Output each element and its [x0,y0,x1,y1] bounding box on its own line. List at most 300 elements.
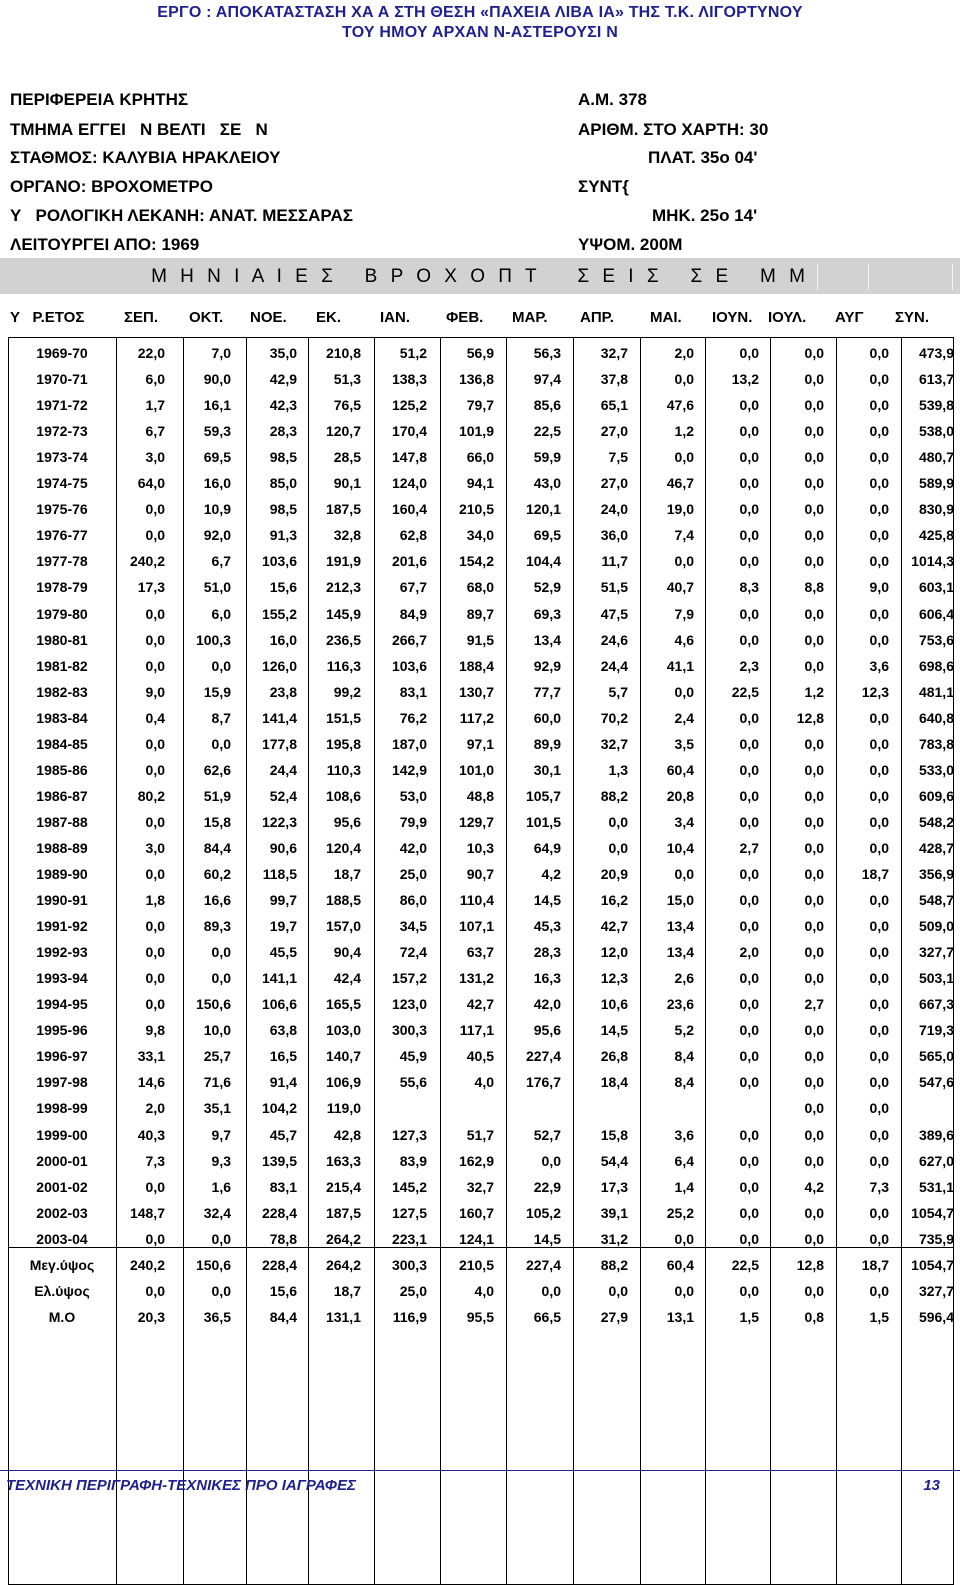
value-cell: 266,7 [391,631,427,648]
value-cell: 228,4 [261,1257,297,1273]
value-cell: 177,8 [261,735,297,752]
value-cell: 51,0 [203,579,231,596]
row-label: 1986-87 [36,787,88,804]
value-cell: 91,4 [269,1074,297,1091]
value-cell: 1,3 [608,761,628,778]
column-header: ΣΥΝ. [895,309,930,326]
value-cell: 0,0 [739,866,759,882]
value-cell: 36,0 [600,527,628,544]
value-cell: 0,0 [541,1283,561,1299]
value-cell: 2,4 [674,709,694,726]
value-cell: 163,3 [325,1152,361,1169]
value-cell: 101,9 [458,423,494,440]
value-cell: 0,0 [608,813,628,830]
value-cell: 1054,7 [911,1204,954,1221]
table-row [8,1095,954,1121]
value-cell: 79,7 [466,397,494,414]
value-cell: 4,0 [474,1074,494,1091]
value-cell: 99,2 [333,683,361,700]
column-header: ΜΑΡ. [512,309,548,326]
value-cell: 0,0 [739,423,759,440]
value-cell: 17,3 [600,1178,628,1195]
value-cell: 547,6 [918,1074,954,1091]
value-cell: 1,2 [804,683,824,700]
value-cell: 15,0 [666,892,694,909]
value-cell: 264,2 [325,1257,361,1273]
value-cell: 0,0 [145,918,165,935]
table-row [8,418,954,444]
table-row [8,1148,954,1174]
value-cell: 3,6 [674,1126,694,1143]
value-cell: 41,1 [666,657,694,674]
table-row [8,496,954,522]
value-cell: 0,0 [739,1204,759,1221]
value-cell: 42,3 [269,397,297,414]
value-cell: 0,0 [804,527,824,544]
column-header: ΙΟΥΛ. [768,309,807,326]
table-row [8,679,954,705]
value-cell: 69,5 [203,449,231,466]
value-cell: 98,5 [269,449,297,466]
value-cell: 86,0 [399,892,427,909]
value-cell: 70,2 [600,709,628,726]
value-cell: 300,3 [391,1022,427,1039]
value-cell: 0,0 [739,996,759,1013]
value-cell: 91,5 [466,631,494,648]
value-cell: 150,6 [195,1257,231,1273]
info-map-number: ΑΡΙΘΜ. ΣΤΟ ΧΑΡΤΗ: 30 [578,120,769,139]
value-cell: 140,7 [325,1048,361,1065]
value-cell: 157,2 [391,970,427,987]
value-cell: 127,5 [391,1204,427,1221]
value-cell: 0,0 [804,970,824,987]
value-cell: 0,0 [739,1230,759,1247]
value-cell: 84,4 [269,1309,297,1325]
value-cell: 8,7 [211,709,231,726]
value-cell: 23,8 [269,683,297,700]
value-cell: 0,0 [739,501,759,518]
value-cell: 89,3 [203,918,231,935]
value-cell: 66,0 [466,449,494,466]
value-cell: 538,0 [918,423,954,440]
value-cell: 54,4 [600,1152,628,1169]
value-cell: 79,9 [399,813,427,830]
row-label: 1982-83 [36,683,88,700]
value-cell: 0,0 [674,371,694,388]
value-cell: 356,9 [918,866,954,882]
info-code: Α.Μ. 378 [578,90,647,109]
value-cell: 28,5 [333,449,361,466]
value-cell: 425,8 [918,527,954,544]
value-cell: 16,0 [269,631,297,648]
value-cell: 91,3 [269,527,297,544]
value-cell: 0,0 [145,527,165,544]
value-cell: 52,4 [269,787,297,804]
value-cell [506,1095,561,1121]
value-cell: 59,9 [533,449,561,466]
value-cell: 85,0 [269,475,297,492]
value-cell: 0,0 [145,1283,165,1299]
value-cell: 2,7 [739,839,759,856]
value-cell: 33,1 [137,1048,165,1065]
value-cell: 1,7 [145,397,165,414]
column-header: ΟΚΤ. [189,309,224,326]
value-cell: 783,8 [918,735,954,752]
value-cell: 0,0 [869,787,889,804]
value-cell: 51,7 [466,1126,494,1143]
value-cell: 531,1 [918,1178,954,1195]
value-cell: 126,0 [261,657,297,674]
value-cell: 105,7 [525,787,561,804]
row-label: 1990-91 [36,892,88,909]
value-cell: 0,0 [804,839,824,856]
value-cell: 45,7 [269,1126,297,1143]
row-label: 1973-74 [36,449,88,466]
row-label: 1988-89 [36,839,88,856]
value-cell: 0,0 [804,866,824,882]
value-cell: 1,4 [674,1178,694,1195]
value-cell: 23,6 [666,996,694,1013]
value-cell: 240,2 [129,1257,165,1273]
value-cell: 107,1 [458,918,494,935]
value-cell: 16,1 [203,397,231,414]
value-cell: 103,0 [325,1022,361,1039]
value-cell: 0,0 [739,475,759,492]
value-cell: 6,4 [674,1152,694,1169]
value-cell: 20,9 [600,866,628,882]
value-cell: 10,6 [600,996,628,1013]
value-cell: 228,4 [261,1204,297,1221]
value-cell: 9,8 [145,1022,165,1039]
value-cell: 98,5 [269,501,297,518]
value-cell: 104,2 [261,1100,297,1117]
value-cell: 141,4 [261,709,297,726]
value-cell: 42,8 [333,1126,361,1143]
value-cell: 14,5 [533,1230,561,1247]
value-cell: 123,0 [391,996,427,1013]
value-cell: 69,3 [533,605,561,622]
value-cell: 12,3 [600,970,628,987]
value-cell [440,1095,494,1121]
table-banner [0,258,960,294]
value-cell: 15,8 [600,1126,628,1143]
row-label: 1978-79 [36,579,88,596]
value-cell: 18,7 [333,1283,361,1299]
row-label: 1998-99 [36,1100,88,1117]
value-cell: 0,0 [804,397,824,414]
summary-row [8,1252,954,1278]
value-cell: 160,4 [391,501,427,518]
value-cell: 90,7 [466,866,494,882]
value-cell: 35,0 [269,345,297,361]
value-cell: 201,6 [391,553,427,570]
value-cell: 0,0 [211,1230,231,1247]
value-cell: 0,0 [739,345,759,361]
value-cell: 24,0 [600,501,628,518]
value-cell: 125,2 [391,397,427,414]
value-cell: 14,5 [533,892,561,909]
table-row [8,783,954,809]
value-cell: 0,0 [804,735,824,752]
value-cell: 27,0 [600,475,628,492]
value-cell: 52,9 [533,579,561,596]
value-cell: 90,4 [333,944,361,961]
value-cell: 101,5 [525,813,561,830]
value-cell: 48,8 [466,787,494,804]
value-cell: 32,7 [466,1178,494,1195]
value-cell: 0,0 [739,1283,759,1299]
value-cell: 62,6 [203,761,231,778]
value-cell: 0,0 [804,1022,824,1039]
table-row [8,522,954,548]
value-cell: 0,0 [739,631,759,648]
value-cell: 0,0 [869,631,889,648]
value-cell: 223,1 [391,1230,427,1247]
value-cell: 300,3 [391,1257,427,1273]
info-operating-since: ΛΕΙΤΟΥΡΓΕΙ ΑΠΟ: 1969 [10,235,200,254]
value-cell [573,1095,628,1121]
row-label: 2001-02 [36,1178,88,1195]
info-station: ΣΤΑΘΜΟΣ: ΚΑΛΥΒΙΑ ΗΡΑΚΛΕΙΟΥ [10,148,281,167]
value-cell: 0,0 [869,1152,889,1169]
value-cell: 15,9 [203,683,231,700]
value-cell: 0,0 [145,1178,165,1195]
value-cell: 18,7 [861,1257,889,1273]
value-cell: 0,0 [869,970,889,987]
value-cell: 51,5 [600,579,628,596]
value-cell: 145,9 [325,605,361,622]
value-cell: 4,6 [674,631,694,648]
value-cell: 0,4 [145,709,165,726]
value-cell: 42,0 [533,996,561,1013]
value-cell: 142,9 [391,761,427,778]
value-cell: 25,2 [666,1204,694,1221]
value-cell: 35,1 [203,1100,231,1117]
value-cell: 1,5 [739,1309,759,1325]
value-cell: 62,8 [399,527,427,544]
value-cell: 0,0 [739,1152,759,1169]
value-cell: 20,3 [137,1309,165,1325]
info-longitude: ΜΗΚ. 25ο 14' [652,206,758,225]
value-cell: 77,7 [533,683,561,700]
value-cell: 503,1 [918,970,954,987]
value-cell: 2,0 [145,1100,165,1117]
value-cell: 0,0 [145,996,165,1013]
value-cell: 3,0 [145,449,165,466]
value-cell: 327,7 [918,944,954,961]
table-row [8,1043,954,1069]
value-cell: 76,5 [333,397,361,414]
row-label: 1977-78 [36,553,88,570]
summary-row [8,1278,954,1304]
value-cell: 4,2 [804,1178,824,1195]
value-cell: 9,0 [869,579,889,596]
value-cell: 8,4 [674,1074,694,1091]
value-cell [901,1095,954,1121]
value-cell: 12,8 [796,1257,824,1273]
row-label: Μεγ.ύψος [29,1257,95,1273]
value-cell: 640,8 [918,709,954,726]
value-cell: 0,0 [739,787,759,804]
value-cell: 0,0 [674,1230,694,1247]
value-cell: 0,0 [739,813,759,830]
value-cell: 117,1 [459,1022,494,1039]
value-cell: 0,0 [739,527,759,544]
row-label: 1989-90 [36,866,88,882]
value-cell: 119,0 [326,1100,361,1117]
value-cell: 89,9 [533,735,561,752]
value-cell: 22,9 [533,1178,561,1195]
value-cell: 106,9 [325,1074,361,1091]
table-row [8,835,954,861]
table-row [8,392,954,418]
value-cell: 0,0 [804,1204,824,1221]
column-header: ΙΟΥΝ. [712,309,753,326]
table-row [8,601,954,627]
column-header: ΑΠΡ. [580,309,614,326]
column-header: ΙΑΝ. [380,309,410,326]
value-cell: 5,7 [608,683,628,700]
value-cell: 0,0 [739,605,759,622]
value-cell: 830,9 [918,501,954,518]
value-cell: 191,9 [325,553,361,570]
value-cell: 0,0 [804,475,824,492]
value-cell: 6,7 [211,553,231,570]
value-cell: 39,1 [600,1204,628,1221]
value-cell: 165,5 [325,996,361,1013]
value-cell: 124,1 [458,1230,494,1247]
column-header: Υ Ρ.ΕΤΟΣ [10,309,85,326]
value-cell: 227,4 [525,1048,561,1065]
value-cell: 389,6 [918,1126,954,1143]
value-cell: 34,0 [466,527,494,544]
value-cell: 145,2 [391,1178,427,1195]
value-cell: 0,0 [739,892,759,909]
value-cell: 0,0 [145,1230,165,1247]
value-cell: 539,8 [918,397,954,414]
value-cell: 45,3 [533,918,561,935]
value-cell: 0,0 [869,501,889,518]
value-cell: 3,4 [674,813,694,830]
footer-rule [0,1470,960,1471]
value-cell: 0,0 [869,996,889,1013]
value-cell: 603,1 [918,579,954,596]
row-label: 1969-70 [36,345,88,361]
value-cell: 129,7 [458,813,494,830]
value-cell: 480,7 [918,449,954,466]
value-cell: 0,0 [739,1178,759,1195]
column-header: ΣΕΠ. [124,309,159,326]
row-label: 1972-73 [36,423,88,440]
value-cell: 0,0 [804,371,824,388]
value-cell: 9,3 [211,1152,231,1169]
value-cell: 11,7 [601,553,628,570]
value-cell: 8,8 [804,579,824,596]
column-header: ΦΕΒ. [446,309,484,326]
value-cell: 25,0 [399,1283,427,1299]
value-cell: 68,0 [466,579,494,596]
value-cell: 7,0 [211,345,231,361]
value-cell: 7,5 [608,449,628,466]
value-cell: 0,0 [804,892,824,909]
value-cell: 0,0 [211,944,231,961]
value-cell: 69,5 [533,527,561,544]
info-region: ΠΕΡΙΦΕΡΕΙΑ ΚΡΗΤΗΣ [10,90,189,109]
value-cell: 108,6 [325,787,361,804]
value-cell: 0,0 [145,735,165,752]
table-row [8,861,954,887]
value-cell: 753,6 [918,631,954,648]
value-cell: 30,1 [533,761,561,778]
value-cell: 78,8 [269,1230,297,1247]
row-label: 1976-77 [36,527,88,544]
column-header: ΝΟΕ. [250,309,287,326]
value-cell: 46,7 [666,475,694,492]
value-cell: 110,4 [459,892,494,909]
value-cell: 92,0 [203,527,231,544]
value-cell: 95,6 [533,1022,561,1039]
value-cell: 32,7 [600,345,628,361]
row-label: 1979-80 [36,605,88,622]
value-cell: 548,2 [918,813,954,830]
value-cell: 0,0 [804,631,824,648]
value-cell: 104,4 [525,553,561,570]
value-cell: 0,0 [674,449,694,466]
value-cell: 148,7 [129,1204,165,1221]
value-cell: 0,0 [869,1204,889,1221]
value-cell: 0,0 [739,1126,759,1143]
info-department: ΤΜΗΜΑ ΕΓΓΕΙ Ν ΒΕΛΤΙ ΣΕ Ν [10,120,268,139]
value-cell: 0,0 [869,397,889,414]
value-cell: 7,3 [869,1178,889,1195]
value-cell: 92,9 [533,657,561,674]
value-cell: 60,4 [666,1257,694,1273]
value-cell: 0,0 [869,527,889,544]
value-cell: 13,4 [666,918,694,935]
value-cell: 45,5 [269,944,297,961]
value-cell: 63,8 [269,1022,297,1039]
value-cell: 1054,7 [911,1257,954,1273]
value-cell: 13,4 [533,631,561,648]
value-cell: 0,0 [674,683,694,700]
value-cell: 105,2 [525,1204,561,1221]
row-label: 1992-93 [36,944,88,961]
value-cell: 9,0 [145,683,165,700]
value-cell: 596,4 [918,1309,954,1325]
table-row [8,340,954,366]
value-cell: 160,7 [458,1204,494,1221]
value-cell: 195,8 [325,735,361,752]
value-cell: 212,3 [325,579,361,596]
value-cell: 150,6 [195,996,231,1013]
value-cell: 0,0 [145,501,165,518]
table-row [8,653,954,679]
value-cell: 215,4 [325,1178,361,1195]
value-cell: 64,9 [533,839,561,856]
value-cell: 0,0 [608,839,628,856]
value-cell: 13,2 [731,371,759,388]
value-cell: 1,6 [211,1178,231,1195]
info-latitude: ΠΛΑΤ. 35ο 04' [648,148,758,167]
value-cell: 15,6 [269,579,297,596]
value-cell: 60,2 [203,866,231,882]
row-label: 1997-98 [36,1074,88,1091]
value-cell: 0,0 [145,866,165,882]
value-cell: 0,0 [674,1283,694,1299]
value-cell: 0,0 [869,1230,889,1247]
value-cell: 18,4 [600,1074,628,1091]
value-cell: 16,0 [203,475,231,492]
